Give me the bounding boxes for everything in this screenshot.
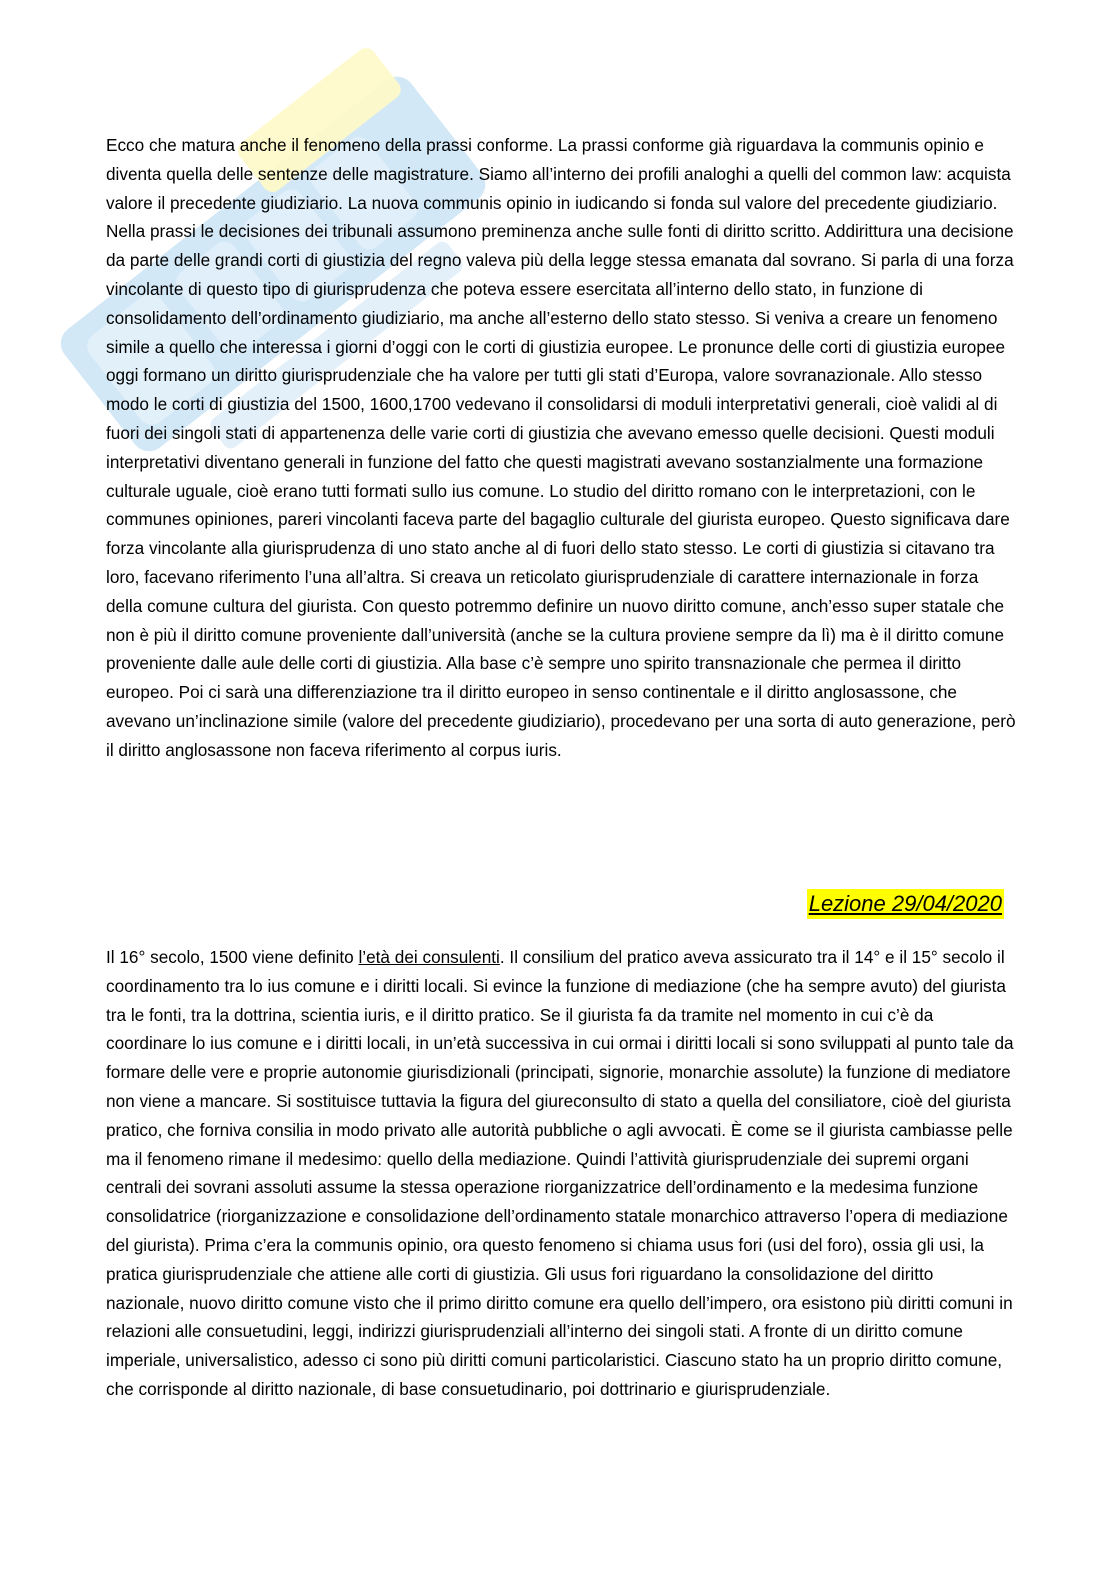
body-paragraph-2: [106, 943, 1016, 1404]
paragraph-2-body: . Il consilium del pratico aveva assicurato tra il 14° e il 15° secolo il coordinamento tra lo ius comune e i diritti locali. Si evince la funzione di mediazione (che ha sempre avuto) del giurista tra le fonti, tra la dottrina, scientia iuris, e il diritto pratico. Se il giurista fa da tramite nel momento in cui c’è da coordinare lo ius comune e i diritti locali, in un’età successiva in cui ormai i diritti locali si sono sviluppati al punto tale da formare delle vere e proprie autonomie giurisdizionali (principati, signorie, monarchie assolute) la funzione di mediatore non viene a mancare. Si sostituisce tuttavia la figura del giureconsulto di stato a quella del consiliatore, cioè del giurista pratico, che forniva consilia in modo privato alle autorità pubbliche o agli avvocati. È come se il giurista cambiasse pelle ma il fenomeno rimane il medesimo: quello della mediazione. Quindi l’attività giurisprudenziale dei supremi organi centrali dei sovrani assoluti assume la stessa operazione riorganizzatrice dell’ordinamento e la medesima funzione consolidatrice (riorganizzazione e consolidazione dell’ordinamento statale monarchico attraverso l’opera di mediazione del giurista). Prima c’era la communis opinio, ora questo fenomeno si chiama usus fori (usi del foro), ossia gli usi, la pratica giurisprudenziale che attiene alle corti di giustizia. Gli usus fori riguardano la consolidazione del diritto nazionale, nuovo diritto comune visto che il primo diritto comune era quello dell’impero, ora esistono più diritti comuni in relazioni alle consuetudini, leggi, indirizzi giurisprudenziali all’interno dei singoli stati. A fronte di un diritto comune imperiale, universalistico, adesso ci sono più diritti comuni particolaristici. Ciascuno stato ha un proprio diritto comune, che corrisponde al diritto nazionale, di base consuetudinario, poi dottrinario e giurisprudenziale.: [106, 947, 1014, 1399]
paragraph-2-intro: Il 16° secolo, 1500 viene definito: [106, 947, 359, 967]
underlined-term: l’età dei consulenti: [358, 947, 500, 967]
lesson-date-heading: Lezione 29/04/2020: [807, 889, 1004, 919]
body-paragraph-1: Ecco che matura anche il fenomeno della prassi conforme. La prassi conforme già riguardava la communis opinio e diventa quella delle sentenze delle magistrature. Siamo all’interno dei profili analoghi a quelli del common law: acquista valore il precedente giudiziario. La nuova communis opinio in iudicando si fonda sul valore del precedente giudiziario. Nella prassi le decisiones dei tribunali assumono preminenza anche sulle fonti di diritto scritto. Addirittura una decisione da parte delle grandi corti di giustizia del regno valeva più della legge stessa emanata dal sovrano. Si parla di una forza vincolante di questo tipo di giurisprudenza che poteva essere esercitata all’interno dello stato, in funzione di consolidamento dell’ordinamento giudiziario, ma anche all’esterno dello stato stesso. Si veniva a creare un fenomeno simile a quello che interessa i giorni d’oggi con le corti di giustizia europee. Le pronunce delle corti di giustizia europee oggi formano un diritto giurisprudenziale che ha valore per tutti gli stati d’Europa, valore sovranazionale. Allo stesso modo le corti di giustizia del 1500, 1600,1700 vedevano il consolidarsi di moduli interpretativi generali, cioè validi al di fuori dei singoli stati di appartenenza delle varie corti di giustizia che avevano emesso quelle decisioni. Questi moduli interpretativi diventano generali in funzione del fatto che questi magistrati avevano sostanzialmente una formazione culturale uguale, cioè erano tutti formati sullo ius comune. Lo studio del diritto romano con le interpretazioni, con le communes opiniones, pareri vincolanti faceva parte del bagaglio culturale del giurista europeo. Questo significava dare forza vincolante alla giurisprudenza di uno stato anche al di fuori dello stato stesso. Le corti di giustizia si citavano tra loro, facevano riferimento l’una all’altra. Si creava un reticolato giurisprudenziale di carattere internazionale in forza della comune cultura del giurista. Con questo potremmo definire un nuovo diritto comune, anch’esso super statale che non è più il diritto comune proveniente dall’università (anche se la cultura proviene sempre da lì) ma è il diritto comune proveniente dalle aule delle corti di giustizia. Alla base c’è sempre uno spirito transnazionale che permea il diritto europeo. Poi ci sarà una differenziazione tra il diritto europeo in senso continentale e il diritto anglosassone, che avevano un’inclinazione simile (valore del precedente giudiziario), procedevano per una sorta di auto generazione, però il diritto anglosassone non faceva riferimento al corpus iuris.: [106, 135, 1016, 760]
